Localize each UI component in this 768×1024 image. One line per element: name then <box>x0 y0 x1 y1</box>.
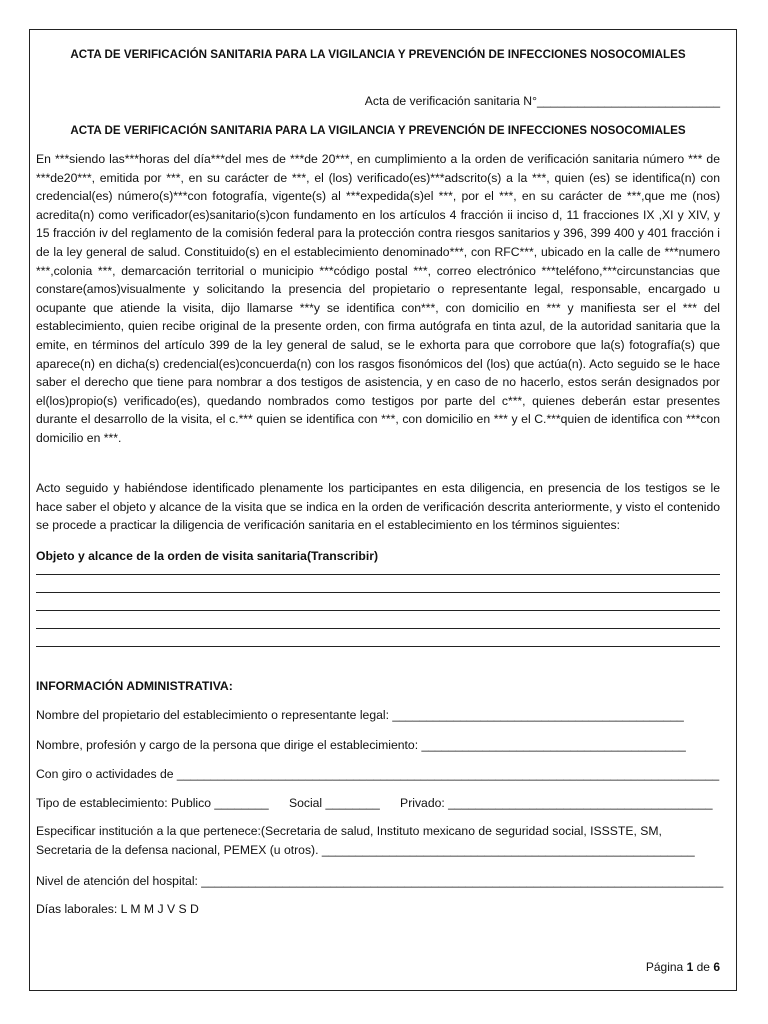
page-total: 6 <box>713 960 720 974</box>
blank-line <box>36 574 720 575</box>
field-giro: Con giro o actividades de ________________________________________________________________________________ <box>36 767 720 781</box>
blank-line <box>36 592 720 593</box>
paragraph-diligence: Acto seguido y habiéndose identificado plenamente los participantes en esta diligencia, en presencia de los testigos se le hace saber el objeto y alcance de la visita que se indica en la orden de verificación descrita anteriormente, y visto el contenido se procede a practicar la diligencia de verificación sanitaria en el establecimiento en los términos siguientes: <box>36 481 720 533</box>
blank-line <box>36 610 720 611</box>
of-label: de <box>696 960 710 974</box>
field-dias-laborales: Días laborales: L M M J V S D <box>36 902 199 916</box>
field-propietario: Nombre del propietario del establecimiento o representante legal: ___________________________________________ <box>36 708 684 722</box>
document-page <box>29 29 737 991</box>
transcription-lines <box>36 574 720 664</box>
field-institucion: Especificar institución a la que pertenece:(Secretaria de salud, Instituto mexicano de seguridad social, ISSSTE, SM, Secretaria de la defensa nacional, PEMEX (u otros). _______________________________________________________ <box>36 824 695 857</box>
page-number: 1 <box>686 960 694 974</box>
blank-line <box>36 646 720 647</box>
field-tipo-establecimiento: Tipo de establecimiento: Publico ________ Social ________ Privado: _______________________________________ <box>36 796 713 810</box>
field-nivel-atencion: Nivel de atención del hospital: _____________________________________________________________________________ <box>36 874 724 888</box>
document-title-repeat: ACTA DE VERIFICACIÓN SANITARIA PARA LA VIGILANCIA Y PREVENCIÓN DE INFECCIONES NOSOCOMIALES <box>70 124 686 137</box>
document-title: ACTA DE VERIFICACIÓN SANITARIA PARA LA VIGILANCIA Y PREVENCIÓN DE INFECCIONES NOSOCOMIALES <box>70 48 686 61</box>
info-admin-heading: INFORMACIÓN ADMINISTRATIVA: <box>36 679 233 693</box>
page-footer <box>646 960 720 974</box>
page-label: Página <box>645 960 684 974</box>
acta-number-field: Acta de verificación sanitaria N°___________________________ <box>364 94 720 108</box>
paragraph-intro: En ***siendo las***horas del día***del mes de ***de 20***, en cumplimiento a la orden de verificación sanitaria número *** de ***de20***, emitida por ***, en su carácter de ***, el (los) verificado(es)***adscrito(s) a la ***, quien (es) se identifica(n) con credencial(es) número(s)***con fotografía, vigente(s) al ***expedida(s)el ***, por el ***, en su carácter de ***,que me (nos) acredita(n) como verificador(es)sanitario(s)con fundamento en los artículos 4 fracción ii inciso d, 11 fracciones IX ,XI y XIV, y 15 fracción iv del reglamento de la comisión federal para la protección contra riesgos sanitarios y 396, 399 400 y 401 fracción i de la ley general de salud. Constituido(s) en el establecimiento denominado***, con RFC***, ubicado en la calle de ***numero ***,colonia ***, demarcación territorial o municipio ***código postal ***, correo electrónico ***teléfono,***circunstancias que constare(amos)visualmente y solicitando la presencia del propietario o representante legal, responsable, encargado u ocupante que atiende la visita, dijo llamarse ***y se identifica con***, con domicilio en *** y manifiesta ser el *** del establecimiento, quien recibe original de la presente orden, con firma autógrafa en tinta azul, de la autoridad sanitaria que la emite, en términos del artículo 399 de la ley general de salud, se le exhorta para que corrobore que la(s) fotografía(s) que aparece(n) en dicha(s) credencial(es)concuerda(n) con los rasgos fisonómicos del (los) que actúa(n). Acto seguido se le hace saber el derecho que tiene para nombrar a dos testigos de asistencia, y en caso de no hacerlo, estos serán designados por el(los)propio(s) verificado(es), quedando nombrados como testigos por parte del c***, quienes deberán estar presentes durante el desarrollo de la visita, el c.*** quien se identifica con ***, con domicilio en *** y el C.***quien de identifica con ***con domicilio en ***. <box>36 152 720 445</box>
blank-line <box>36 628 720 629</box>
objeto-heading: Objeto y alcance de la orden de visita sanitaria(Transcribir) <box>36 549 379 563</box>
field-director: Nombre, profesión y cargo de la persona que dirige el establecimiento: _______________________________________ <box>36 738 686 752</box>
